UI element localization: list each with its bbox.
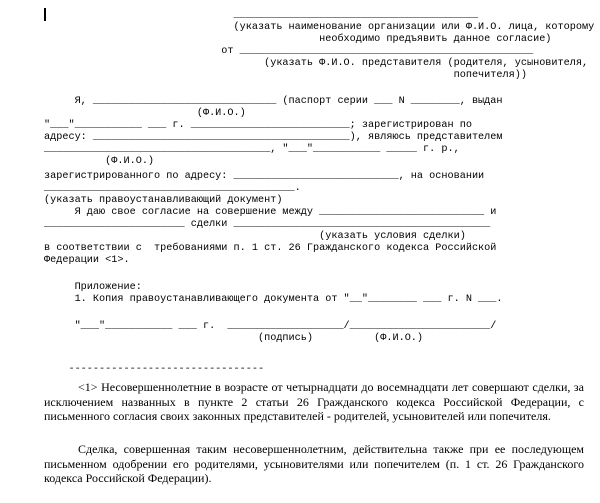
form-line: от ________________________________________________ (44, 46, 534, 57)
form-line: Федерации <1>. (44, 255, 130, 266)
footnote-separator: -------------------------------- (44, 364, 265, 375)
form-line: (указать условия сделки) (44, 231, 466, 242)
form-line: попечителя)) (44, 70, 527, 81)
form-line: необходимо предъявить данное согласие) (44, 34, 552, 45)
form-line: зарегистрированного по адресу: ___________________________, на основании (44, 171, 485, 182)
form-line: "___"___________ ___ г. __________________________; зарегистрирован по (44, 120, 472, 131)
form-line: Я даю свое согласие на совершение между ___________________________ и (44, 207, 497, 218)
form-line: (Ф.И.О.) (44, 156, 155, 167)
form-line: _______________________ сделки __________________________________________ (44, 219, 491, 230)
form-line: Приложение: (44, 282, 142, 293)
form-line: "___"___________ ___ г. ___________________/_______________________/ (44, 321, 497, 332)
form-line: _________________________________________. (44, 183, 301, 194)
form-line: 1. Копия правоустанавливающего документа от "__"________ ___ г. N ___. (44, 294, 503, 305)
footnote-2: Сделка, совершенная таким несовершеннолетним, действительна также при ее последующем письменном одобрении его родителями, усыновителями или попечителем (п. 1 ст. 26 Гражданского кодекса Российской Федерации). (44, 442, 584, 485)
form-line: (подпись) (Ф.И.О.) (44, 333, 424, 344)
form-line: _____________________________________, "___"___________ _____ г. р., (44, 144, 460, 155)
form-line: адресу: __________________________________________), являюсь представителем (44, 132, 503, 143)
form-line: (указать наименование организации или Ф.И.О. лица, которому (44, 22, 595, 33)
form-line: (Ф.И.О.) (44, 108, 246, 119)
form-line: ________________________________________ (44, 10, 479, 21)
footnote-1: <1> Несовершеннолетние в возрасте от четырнадцати до восемнадцати лет совершают сделки, за исключением названных в пункте 2 статьи 26 Гражданского кодекса Российской Федерации, с письменного согласия своих законных представителей - родителей, усыновителей или попечителя. (44, 380, 584, 423)
form-line: в соответствии с требованиями п. 1 ст. 26 Гражданского кодекса Российской (44, 243, 497, 254)
form-line: (указать Ф.И.О. представителя (родителя, усыновителя, (44, 58, 589, 69)
form-line: (указать правоустанавливающий документ) (44, 195, 283, 206)
form-line: Я, ______________________________ (паспорт серии ___ N ________, выдан (44, 96, 503, 107)
